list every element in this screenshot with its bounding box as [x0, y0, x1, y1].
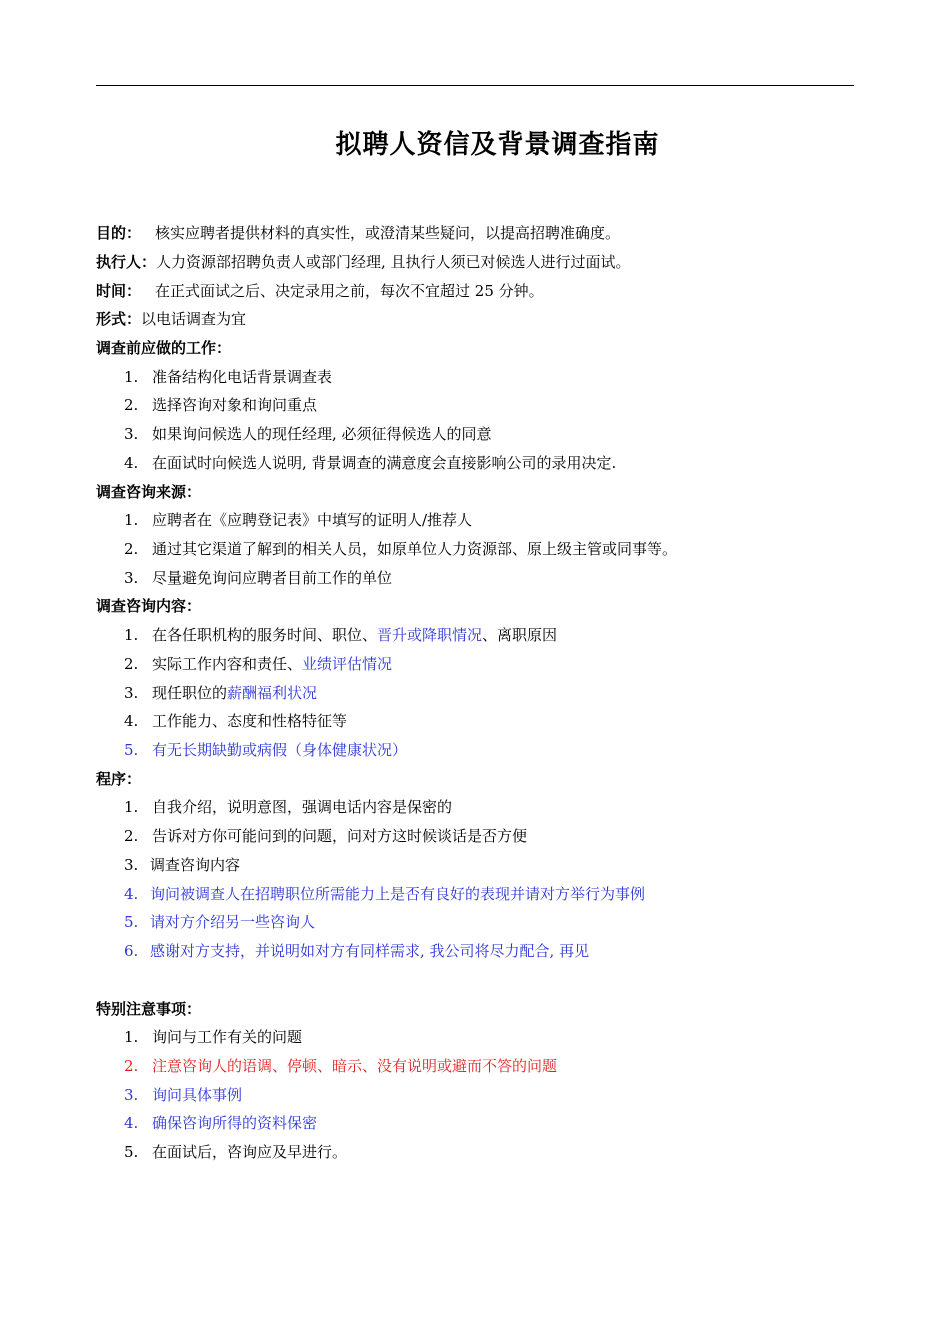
item-number: 2.: [124, 1057, 139, 1075]
content-heading: 调查咨询内容：: [96, 597, 202, 615]
item-text: 如果询问候选人的现任经理, 必须征得候选人的同意: [152, 425, 492, 443]
top-rule: [96, 85, 854, 86]
item-number: 5.: [124, 741, 139, 759]
time-line: [96, 281, 544, 301]
list-item: [124, 510, 472, 530]
item-text: 尽量避免询问应聘者目前工作的单位: [152, 569, 393, 587]
item-number: 2.: [124, 540, 139, 558]
item-text: 通过其它渠道了解到的相关人员，如原单位人力资源部、原上级主管或同事等。: [152, 540, 678, 558]
item-text: 请对方介绍另一些咨询人: [150, 913, 316, 931]
list-item: [124, 855, 240, 875]
item-text: 感谢对方支持，并说明如对方有同样需求, 我公司将尽力配合, 再见: [150, 942, 590, 960]
item-number: 4.: [124, 1114, 139, 1132]
item-number: 1.: [124, 798, 139, 816]
list-item: [124, 1113, 317, 1133]
executor-line: [96, 252, 631, 272]
item-text: 注意咨询人的语调、停顿、暗示、没有说明或避而不答的问题: [152, 1057, 558, 1075]
item-number: 3.: [124, 569, 139, 587]
list-item: [124, 1027, 302, 1047]
time-text: 在正式面试之后、决定录用之前，每次不宜超过 25 分钟。: [155, 282, 544, 300]
item-text: 选择咨询对象和询问重点: [152, 396, 318, 414]
item-highlight: 业绩评估情况: [302, 655, 393, 673]
item-number: 2.: [124, 827, 139, 845]
item-text: 准备结构化电话背景调查表: [152, 368, 333, 386]
item-number: 4.: [124, 885, 139, 903]
list-item: [124, 395, 317, 415]
item-number: 3.: [124, 684, 139, 702]
list-item: [124, 683, 317, 703]
item-number: 1.: [124, 626, 139, 644]
item-number: 1.: [124, 368, 139, 386]
procedure-heading: 程序：: [96, 770, 142, 788]
list-item: [124, 625, 557, 645]
purpose-line: [96, 223, 620, 243]
list-item: [124, 826, 527, 846]
item-text: 在各任职机构的服务时间、职位、: [152, 626, 378, 644]
executor-text: 人力资源部招聘负责人或部门经理, 且执行人须已对候选人进行过面试。: [156, 253, 631, 271]
list-item: [124, 941, 589, 961]
item-text: 现任职位的: [152, 684, 228, 702]
list-item: [124, 797, 452, 817]
list-item: [124, 424, 492, 444]
item-highlight: 薪酬福利状况: [227, 684, 318, 702]
list-item: [124, 1085, 242, 1105]
item-text: 在面试后，咨询应及早进行。: [152, 1143, 348, 1161]
item-text: 告诉对方你可能问到的问题，问对方这时候谈话是否方便: [152, 827, 528, 845]
item-text: 应聘者在《应聘登记表》中填写的证明人/推荐人: [152, 511, 473, 529]
list-item: [124, 654, 392, 674]
list-item: [124, 912, 315, 932]
item-text: 调查咨询内容: [150, 856, 241, 874]
item-number: 3.: [124, 425, 139, 443]
item-text: 工作能力、态度和性格特征等: [152, 712, 348, 730]
form-line: [96, 309, 246, 329]
item-text: 询问具体事例: [152, 1086, 243, 1104]
document-title: 拟聘人资信及背景调查指南: [335, 130, 660, 160]
notes-heading: 特别注意事项：: [96, 1000, 202, 1018]
item-number: 3.: [124, 1086, 139, 1104]
item-number: 5.: [124, 913, 139, 931]
item-number: 4.: [124, 454, 139, 472]
list-item: [124, 884, 645, 904]
item-text: 自我介绍，说明意图，强调电话内容是保密的: [152, 798, 453, 816]
form-label: 形式：: [96, 310, 142, 328]
prep-heading: 调查前应做的工作：: [96, 339, 232, 357]
item-text: 实际工作内容和责任、: [152, 655, 303, 673]
list-item: [124, 1056, 557, 1076]
time-label: 时间：: [96, 282, 142, 300]
item-number: 2.: [124, 396, 139, 414]
item-highlight: 有无长期缺勤或病假（身体健康状况）: [152, 741, 408, 759]
sources-heading: 调查咨询来源：: [96, 483, 202, 501]
item-number: 2.: [124, 655, 139, 673]
list-item: [124, 711, 347, 731]
item-text: 询问被调查人在招聘职位所需能力上是否有良好的表现并请对方举行为事例: [150, 885, 646, 903]
item-number: 3.: [124, 856, 139, 874]
item-number: 5.: [124, 1143, 139, 1161]
list-item: [124, 740, 407, 760]
list-item: [124, 367, 332, 387]
executor-label: 执行人：: [96, 253, 157, 271]
list-item: [124, 453, 616, 473]
item-text: 询问与工作有关的问题: [152, 1028, 303, 1046]
item-number: 1.: [124, 1028, 139, 1046]
list-item: [124, 1142, 347, 1162]
item-number: 1.: [124, 511, 139, 529]
list-item: [124, 568, 392, 588]
item-number: 4.: [124, 712, 139, 730]
item-text: 在面试时向候选人说明, 背景调查的满意度会直接影响公司的录用决定.: [152, 454, 617, 472]
list-item: [124, 539, 677, 559]
purpose-label: 目的：: [96, 224, 142, 242]
item-text: 、离职原因: [482, 626, 558, 644]
item-text: 确保咨询所得的资料保密: [152, 1114, 318, 1132]
item-number: 6.: [124, 942, 139, 960]
item-highlight: 晋升或降职情况: [377, 626, 483, 644]
form-text: 以电话调查为宜: [141, 310, 247, 328]
purpose-text: 核实应聘者提供材料的真实性，或澄清某些疑问，以提高招聘准确度。: [155, 224, 621, 242]
